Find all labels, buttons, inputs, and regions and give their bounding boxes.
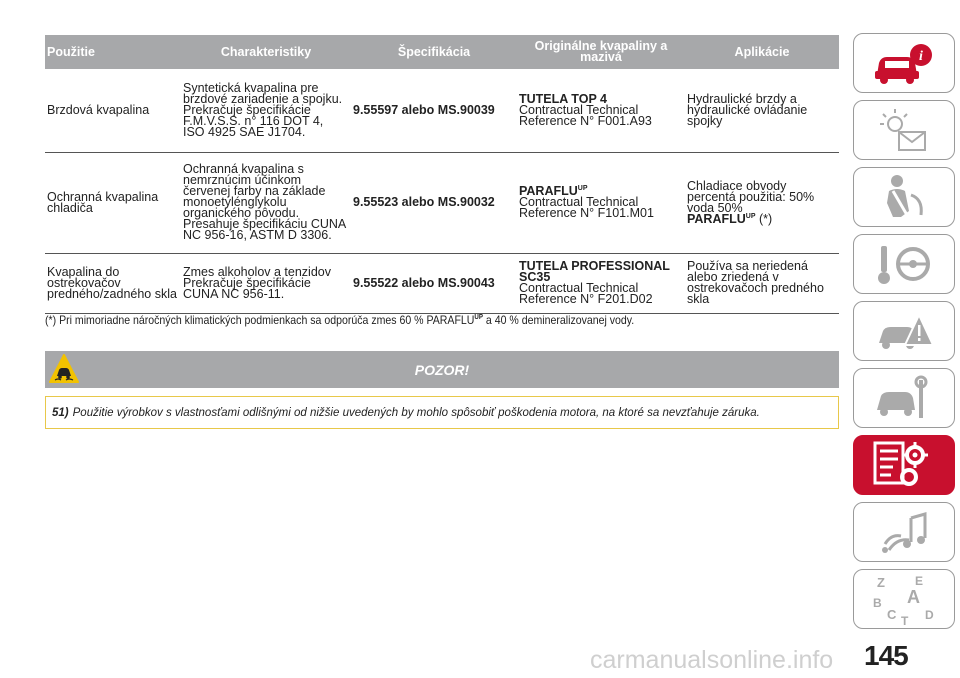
car-tools-icon [871, 372, 937, 424]
cell-characteristics: Syntetická kvapalina pre brzdové zariadenie a spojku. Prekračuje špecifikácie F.M.V.S.S. n° 116 DOT 4, ISO 4925 SAE J1704. [181, 69, 351, 152]
application-superscript: UP [745, 212, 756, 220]
application-note-ref: (*) [759, 211, 773, 226]
warning-header [45, 351, 839, 388]
header-use: Použitie [45, 35, 181, 69]
car-skid-warning-icon [49, 354, 79, 384]
alphabet-index-icon [871, 573, 937, 625]
product-reference: Contractual Technical Reference N° F001.A93 [519, 102, 652, 128]
table-row [45, 69, 839, 152]
dashboard-lights-icon [871, 104, 937, 156]
svg-text:E: E [915, 574, 924, 588]
product-superscript: UP [577, 185, 588, 192]
cell-product [517, 69, 685, 152]
tab-car-tools[interactable] [853, 368, 955, 428]
seatbelt-airbag-icon [871, 171, 937, 223]
cell-use: Kvapalina do ostrekovačov predného/zadného skla [45, 253, 181, 313]
table-row [45, 152, 839, 253]
watermark: carmanualsonline.info [590, 646, 834, 674]
tab-technical-specs[interactable] [853, 435, 955, 495]
page-number: 145 [864, 640, 908, 671]
header-specification: Špecifikácia [351, 35, 517, 69]
cell-specification: 9.55523 alebo MS.90032 [351, 152, 517, 253]
product-name: PARAFLU [519, 184, 578, 198]
product-reference: Contractual Technical Reference N° F101.M01 [519, 195, 654, 220]
specs-gears-icon [871, 439, 937, 491]
tab-key-steering[interactable] [853, 234, 955, 294]
svg-text:C: C [887, 607, 897, 622]
table-footnote [45, 313, 744, 327]
tab-multimedia[interactable] [853, 502, 955, 562]
warning-title: POZOR! [414, 361, 470, 378]
product-reference: Contractual Technical Reference N° F201.D02 [519, 281, 653, 306]
cell-characteristics: Ochranná kvapalina s nemrznúcim účinkom červenej farby na základe monoetylénglykolu organického pôvodu. Presahuje špecifikáciu CUNA NC 956-16, ASTM D 3306. [181, 152, 351, 253]
footnote-text: (*) Pri mimoriadne náročných klimatických podmienkach sa odporúča zmes 60 % PARAFLU [45, 313, 475, 327]
svg-text:B: B [873, 596, 882, 610]
fluids-table [45, 35, 839, 314]
product-name: TUTELA PROFESSIONAL SC35 [519, 259, 670, 284]
cell-use: Ochranná kvapalina chladiča [45, 152, 181, 253]
warning-text: Použitie výrobkov s vlastnosťami odlišnými od nižšie uvedených by mohlo spôsobiť poškodenia motora, na ktoré sa nevzťahuje záruka. [72, 406, 760, 419]
key-steering-icon [871, 238, 937, 290]
multimedia-icon [871, 506, 937, 558]
footnote-tail: a 40 % demineralizovanej vody. [485, 313, 635, 327]
table-header-row [45, 35, 839, 69]
cell-product [517, 152, 685, 253]
table-row [45, 253, 839, 313]
application-product: PARAFLU [687, 211, 746, 226]
tab-car-info[interactable] [853, 33, 955, 93]
application-text: Chladiace obvody percentá použitia: 50% voda 50% [687, 178, 815, 215]
svg-text:D: D [925, 608, 934, 622]
svg-text:Z: Z [877, 575, 885, 590]
car-warning-icon [871, 305, 937, 357]
header-characteristics: Charakteristiky [181, 35, 351, 69]
cell-product [517, 253, 685, 313]
tab-car-warning[interactable] [853, 301, 955, 361]
cell-application: Hydraulické brzdy a hydraulické ovládanie spojky [685, 69, 839, 152]
cell-specification: 9.55597 alebo MS.90039 [351, 69, 517, 152]
warning-number: 51) [52, 406, 69, 419]
cell-use: Brzdová kvapalina [45, 69, 181, 152]
footnote-superscript: UP [474, 314, 483, 321]
header-original-fluids: Originálne kvapaliny a mazivá [517, 35, 685, 69]
tab-seatbelt-airbag[interactable] [853, 167, 955, 227]
tab-dashboard-lights[interactable] [853, 100, 955, 160]
car-info-icon [871, 37, 937, 89]
svg-text:i: i [919, 49, 923, 64]
header-applications: Aplikácie [685, 35, 839, 69]
svg-text:T: T [901, 614, 909, 625]
cell-characteristics: Zmes alkoholov a tenzidov Prekračuje špecifikácie CUNA NC 956-11. [181, 253, 351, 313]
product-name: TUTELA TOP 4 [519, 91, 607, 106]
tab-alphabetical-index[interactable] [853, 569, 955, 629]
svg-text:A: A [907, 587, 920, 607]
cell-application: Používa sa neriedená alebo zriedená v ostrekovačoch predného skla [685, 253, 839, 313]
warning-box [45, 396, 839, 429]
cell-application [685, 152, 839, 253]
cell-specification: 9.55522 alebo MS.90043 [351, 253, 517, 313]
